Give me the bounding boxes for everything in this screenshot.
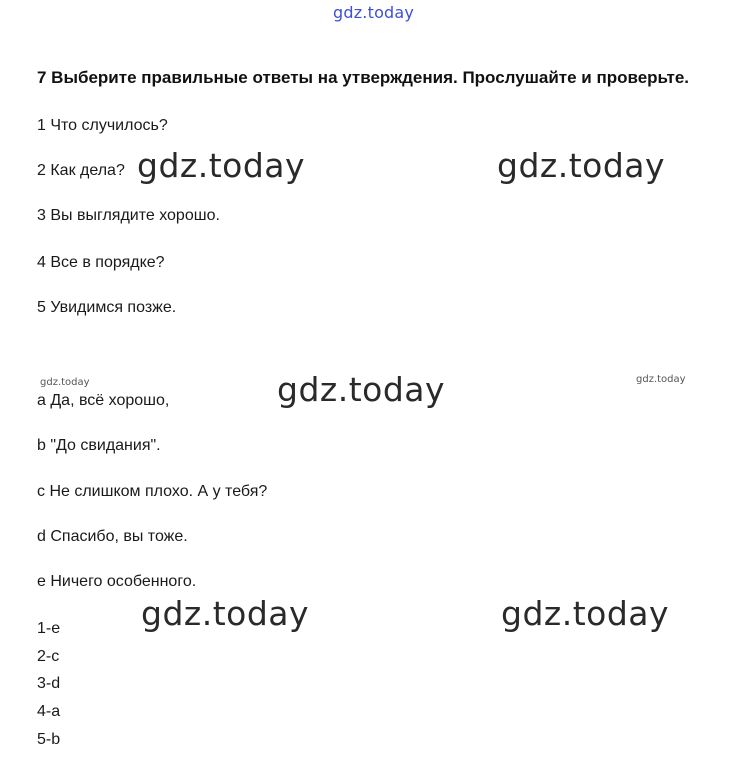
statement-2: 2 Как дела? [37,162,125,179]
response-d: d Спасибо, вы тоже. [37,528,188,545]
watermark-big: gdz.today [497,146,666,185]
statement-5: 5 Увидимся позже. [37,299,177,316]
watermark-small: gdz.today [636,374,686,385]
watermark-big: gdz.today [141,594,310,633]
answer-1: 1-e [37,620,61,637]
header-watermark: gdz.today [333,3,415,22]
response-c: c Не слишком плохо. А у тебя? [37,483,268,500]
watermark-big: gdz.today [277,370,446,409]
response-a: a Да, всё хорошо, [37,392,170,409]
answer-4: 4-a [37,703,61,720]
watermark-small: gdz.today [40,377,90,388]
response-b: b "До свидания". [37,437,161,454]
statement-4: 4 Все в порядке? [37,254,165,271]
exercise-heading: 7 Выберите правильные ответы на утверждения. Прослушайте и проверьте. [37,68,690,87]
statement-3: 3 Вы выглядите хорошо. [37,207,220,224]
answer-5: 5-b [37,731,61,748]
response-e: e Ничего особенного. [37,573,197,590]
watermark-big: gdz.today [501,594,670,633]
answer-3: 3-d [37,675,61,692]
answer-2: 2-c [37,648,60,665]
watermark-big: gdz.today [137,146,306,185]
statement-1: 1 Что случилось? [37,117,168,134]
